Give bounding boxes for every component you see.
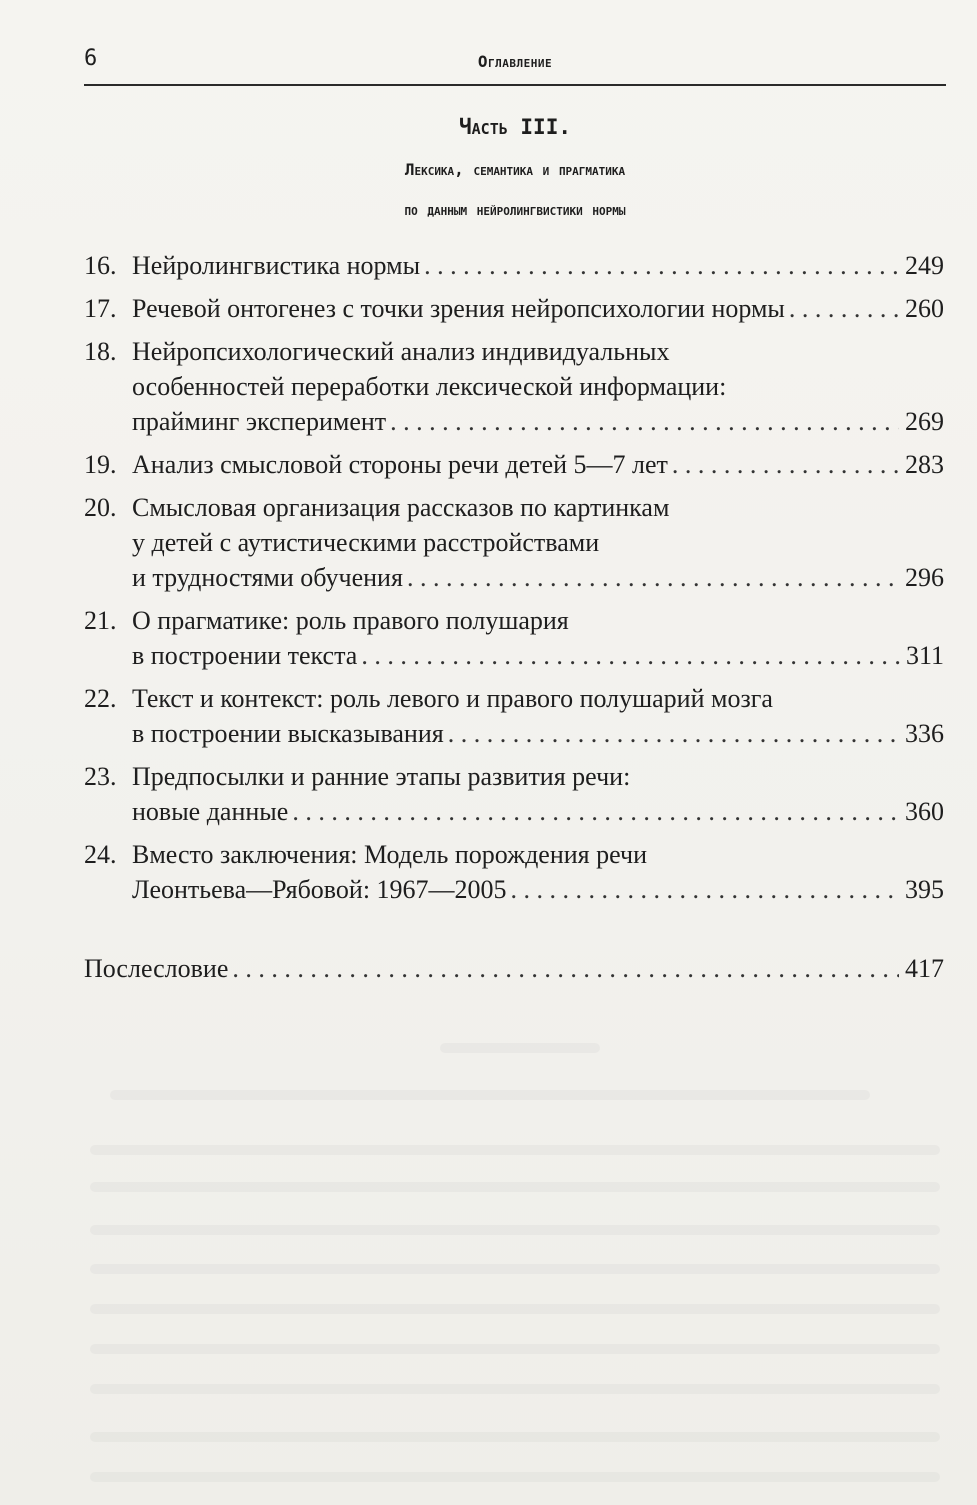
chapter-title-line: прайминг эксперимент <box>132 407 387 436</box>
chapter-number: 16. <box>84 251 117 280</box>
chapter-title <box>132 759 944 829</box>
page-ref: 260 <box>905 294 944 323</box>
chapter-title-line: О прагматике: роль правого полушария <box>132 606 569 635</box>
bleed-through-mark <box>90 1432 940 1442</box>
chapter-title-last-line <box>132 872 944 907</box>
bleed-through-mark <box>90 1384 940 1394</box>
page-ref: 360 <box>905 797 944 826</box>
dot-leader <box>511 872 899 907</box>
part-subtitle-line-2: по данным нейролингвистики нормы <box>404 200 626 219</box>
bleed-through-mark <box>90 1472 940 1482</box>
chapter-title-last-line <box>132 447 944 482</box>
dot-leader <box>292 794 899 829</box>
chapter-title-line: Текст и контекст: роль левого и правого полушарий мозга <box>132 684 773 713</box>
chapter-title <box>132 447 944 482</box>
chapter-number: 22. <box>84 684 117 713</box>
chapter-title-line: Леонтьева—Рябовой: 1967—2005 <box>132 875 507 904</box>
page-ref: 283 <box>905 450 944 479</box>
chapter-number: 23. <box>84 762 117 791</box>
chapter-number: 21. <box>84 606 117 635</box>
dot-leader <box>424 248 899 283</box>
chapter-title-line: Анализ смысловой стороны речи детей 5—7 лет <box>132 450 668 479</box>
running-header <box>84 44 946 86</box>
chapter-title-line: в построении высказывания <box>132 719 444 748</box>
toc-entry <box>84 837 944 907</box>
chapter-title-line: Смысловая организация рассказов по картинкам <box>132 493 670 522</box>
chapter-number: 20. <box>84 493 117 522</box>
chapter-title-line: новые данные <box>132 797 289 826</box>
chapter-title <box>132 681 944 751</box>
toc-entry <box>84 291 944 326</box>
chapter-title-last-line <box>132 291 944 326</box>
dot-leader <box>407 560 899 595</box>
toc-entry <box>84 334 944 439</box>
toc-entry <box>84 759 944 829</box>
page-ref: 296 <box>905 563 944 592</box>
dot-leader <box>789 291 899 326</box>
chapter-title <box>132 248 944 283</box>
chapter-title-line: Вместо заключения: Модель порождения речи <box>132 840 648 869</box>
page-ref: 395 <box>905 875 944 904</box>
page-ref: 336 <box>905 719 944 748</box>
part-title: Часть III. <box>459 115 571 139</box>
dot-leader <box>390 404 899 439</box>
afterword-line <box>84 951 944 986</box>
chapter-title-last-line <box>132 404 944 439</box>
bleed-through-mark <box>90 1145 940 1155</box>
toc-entry <box>84 447 944 482</box>
toc-entry <box>84 603 944 673</box>
page-ref: 249 <box>905 251 944 280</box>
bleed-through-mark <box>90 1182 940 1192</box>
toc-entry-afterword <box>84 951 944 986</box>
chapter-title-line: у детей с аутистическими расстройствами <box>132 528 600 557</box>
chapter-number: 17. <box>84 294 117 323</box>
chapter-title-line: Нейролингвистика нормы <box>132 251 421 280</box>
part-subtitle-line-1: Лексика, семантика и прагматика <box>404 160 626 179</box>
chapter-title-last-line <box>132 248 944 283</box>
chapter-number: 18. <box>84 337 117 366</box>
toc-entry <box>84 681 944 751</box>
bleed-through-mark <box>90 1264 940 1274</box>
dot-leader <box>232 951 899 986</box>
table-of-contents <box>84 248 944 994</box>
page-number: 6 <box>84 46 98 71</box>
page-ref: 269 <box>905 407 944 436</box>
chapter-title <box>132 490 944 595</box>
chapter-title-line: Предпосылки и ранние этапы развития речи: <box>132 762 631 791</box>
chapter-title-last-line <box>132 794 944 829</box>
chapter-number: 24. <box>84 840 117 869</box>
chapter-title <box>132 603 944 673</box>
bleed-through-mark <box>110 1090 870 1100</box>
chapter-title-line: особенностей переработки лексической информации: <box>132 372 727 401</box>
toc-entry <box>84 490 944 595</box>
chapter-title-last-line <box>132 716 944 751</box>
chapter-title <box>132 334 944 439</box>
bleed-through-mark <box>440 1043 600 1053</box>
page-ref: 311 <box>905 641 944 670</box>
chapter-title-line: Нейропсихологический анализ индивидуальных <box>132 337 670 366</box>
bleed-through-mark <box>90 1225 940 1235</box>
chapter-title-line: в построении текста <box>132 641 358 670</box>
chapter-title <box>132 837 944 907</box>
chapter-title-line: Речевой онтогенез с точки зрения нейропсихологии нормы <box>132 294 785 323</box>
bleed-through-mark <box>90 1344 940 1354</box>
afterword-title: Послесловие <box>84 954 229 983</box>
bleed-through-mark <box>90 1304 940 1314</box>
page-ref: 417 <box>905 954 944 983</box>
dot-leader <box>672 447 899 482</box>
running-title: Оглавление <box>477 52 553 71</box>
dot-leader <box>448 716 899 751</box>
chapter-title <box>132 291 944 326</box>
toc-entry <box>84 248 944 283</box>
chapter-title-last-line <box>132 560 944 595</box>
chapter-number: 19. <box>84 450 117 479</box>
dot-leader <box>361 638 900 673</box>
chapter-title-line: и трудностями обучения <box>132 563 403 592</box>
chapter-title-last-line <box>132 638 944 673</box>
